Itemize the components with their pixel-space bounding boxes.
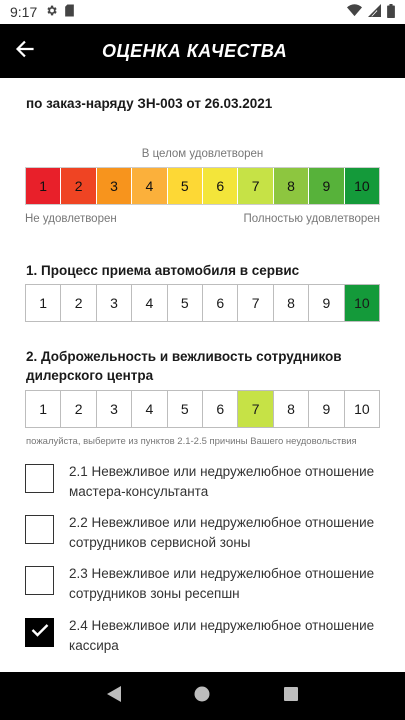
system-nav-bar [0,672,405,720]
recents-square-icon [284,687,298,706]
color-scale-cell: 5 [168,168,203,204]
reasons-hint: пожалуйста, выберите из пунктов 2.1-2.5 причины Вашего неудовольствия [26,436,357,447]
rating-option[interactable]: 3 [97,285,132,321]
color-scale-cell: 3 [97,168,132,204]
rating-option[interactable]: 9 [309,391,344,427]
signal-icon [368,4,381,20]
reason-checkbox[interactable] [25,618,54,647]
color-scale-cell: 6 [203,168,238,204]
reason-label: 2.3 Невежливое или недружелюбное отношение сотрудников зоны ресепшн [69,566,375,601]
scale-caption-top: В целом удовлетворен [141,148,264,160]
rating-option[interactable]: 4 [132,285,167,321]
color-scale-cell: 1 [26,168,61,204]
rating-option[interactable]: 2 [61,285,96,321]
color-scale-cell: 9 [309,168,344,204]
rating-option[interactable]: 4 [132,391,167,427]
reason-item[interactable] [25,564,385,604]
reason-item[interactable] [25,616,385,656]
question-2-title: 2. Доброжельность и вежливость сотрудников дилерского центра [26,349,342,383]
app-bar [0,24,405,78]
reason-item[interactable] [25,462,385,502]
scale-caption-right: Полностью удовлетворен [243,213,380,225]
battery-icon [387,4,395,21]
color-scale-cell: 7 [238,168,273,204]
reason-item[interactable] [25,513,385,553]
status-time: 9:17 [10,4,38,20]
rating-option[interactable]: 9 [309,285,344,321]
question-1-rating [25,284,380,322]
status-bar [0,0,405,24]
rating-option-selected[interactable]: 7 [238,391,273,427]
order-info: по заказ-наряду ЗН-003 от 26.03.2021 [26,96,273,111]
reason-label: 2.4 Невежливое или недружелюбное отношение кассира [69,618,375,653]
reason-label: 2.2 Невежливое или недружелюбное отношение сотрудников сервисной зоны [69,515,375,550]
color-scale [25,167,380,205]
nav-back-button[interactable] [94,676,134,716]
back-button[interactable] [0,24,50,78]
color-scale-cell: 8 [274,168,309,204]
rating-option[interactable]: 6 [203,285,238,321]
nav-home-button[interactable] [182,676,222,716]
scale-caption-left: Не удовлетворен [25,213,117,225]
gear-icon [45,4,58,20]
rating-option[interactable]: 5 [168,285,203,321]
question-2-rating [25,390,380,428]
rating-option[interactable]: 7 [238,285,273,321]
rating-option-selected[interactable]: 10 [345,285,379,321]
rating-option[interactable]: 2 [61,391,96,427]
rating-option[interactable]: 1 [26,285,61,321]
rating-option[interactable]: 8 [274,285,309,321]
rating-option[interactable]: 8 [274,391,309,427]
rating-option[interactable]: 1 [26,391,61,427]
rating-option[interactable]: 5 [168,391,203,427]
reason-checkbox[interactable] [25,566,54,595]
checkmark-icon [31,623,49,642]
rating-option[interactable]: 3 [97,391,132,427]
question-1-title: 1. Процесс приема автомобиля в сервис [26,263,300,278]
color-scale-cell: 10 [345,168,379,204]
home-circle-icon [194,686,210,707]
arrow-left-icon [15,39,35,64]
color-scale-cell: 4 [132,168,167,204]
sd-card-icon [64,4,75,20]
wifi-icon [347,4,362,20]
rating-option[interactable]: 10 [345,391,379,427]
back-triangle-icon [107,686,121,707]
reason-label: 2.1 Невежливое или недружелюбное отношение мастера-консультанта [69,464,375,499]
reason-checkbox[interactable] [25,464,54,493]
color-scale-cell: 2 [61,168,96,204]
nav-recents-button[interactable] [271,676,311,716]
rating-option[interactable]: 6 [203,391,238,427]
page-title: ОЦЕНКА КАЧЕСТВА [102,40,288,61]
reason-checkbox[interactable] [25,515,54,544]
